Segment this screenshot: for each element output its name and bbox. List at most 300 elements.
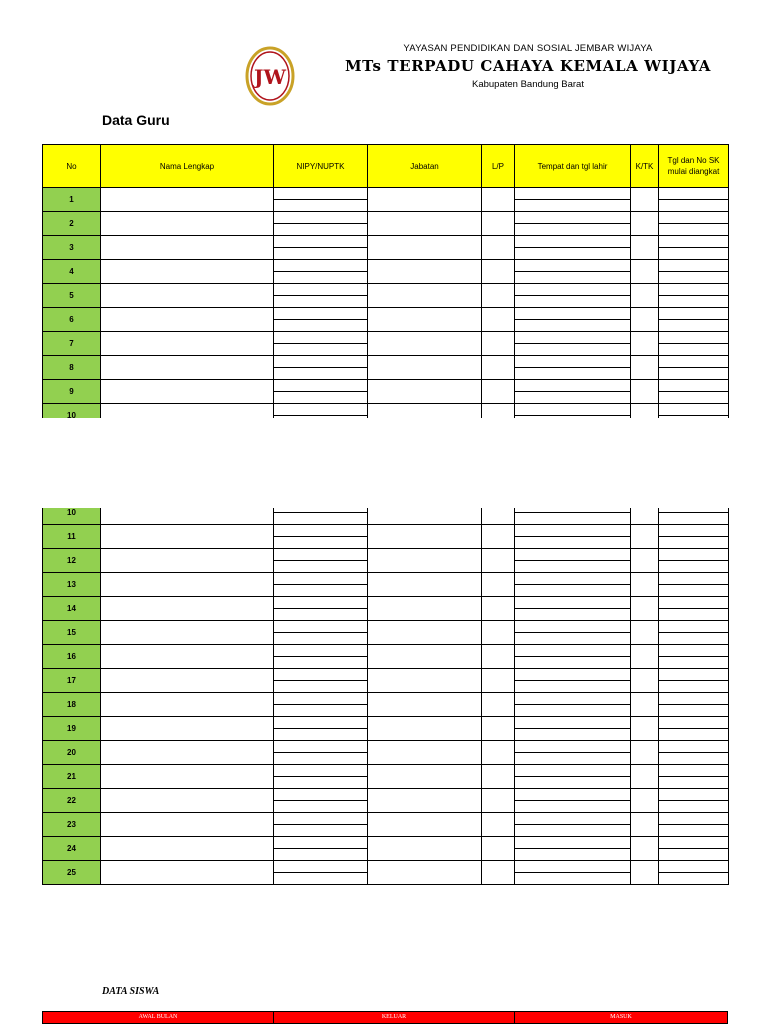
cell-top[interactable]: [659, 260, 729, 272]
cell-bottom[interactable]: [515, 272, 631, 284]
cell-top[interactable]: [659, 621, 729, 633]
cell-top[interactable]: [515, 717, 631, 729]
cell-bottom[interactable]: [659, 272, 729, 284]
cell-bottom[interactable]: [274, 272, 368, 284]
cell-ktk[interactable]: [631, 861, 659, 885]
cell-top[interactable]: [274, 693, 368, 705]
cell-top[interactable]: [515, 741, 631, 753]
table-row: [43, 356, 729, 368]
cell-top[interactable]: [274, 356, 368, 368]
cell-lp[interactable]: [482, 717, 515, 741]
cell-lp[interactable]: [482, 525, 515, 549]
cell-nama[interactable]: [101, 356, 274, 380]
cell-bottom[interactable]: [274, 705, 368, 717]
cell-bottom[interactable]: [659, 585, 729, 597]
cell-lp[interactable]: [482, 188, 515, 212]
cell-bottom[interactable]: [274, 561, 368, 573]
cell-top[interactable]: [515, 260, 631, 272]
cell-ktk[interactable]: [631, 356, 659, 380]
cell-top[interactable]: [274, 404, 368, 416]
cell-jabatan[interactable]: [368, 404, 482, 419]
cell-bottom[interactable]: [515, 561, 631, 573]
cell-ktk[interactable]: [631, 813, 659, 837]
table-row: [43, 525, 729, 537]
cell-lp[interactable]: [482, 765, 515, 789]
cell-lp[interactable]: [482, 597, 515, 621]
cell-top[interactable]: [274, 669, 368, 681]
cell-top[interactable]: [659, 813, 729, 825]
cell-bottom[interactable]: [274, 849, 368, 861]
cell-top[interactable]: [274, 308, 368, 320]
col-header: Tempat dan tgl lahir: [515, 145, 631, 188]
cell-top[interactable]: [659, 717, 729, 729]
cell-bottom[interactable]: [515, 729, 631, 741]
guru-table-bottom-section: [0, 508, 768, 888]
cell-bottom[interactable]: [659, 825, 729, 837]
cell-bottom[interactable]: [274, 873, 368, 885]
cell-top[interactable]: [659, 549, 729, 561]
cell-top[interactable]: [515, 188, 631, 200]
cell-nama[interactable]: [101, 332, 274, 356]
cell-lp[interactable]: [482, 549, 515, 573]
cell-lp[interactable]: [482, 380, 515, 404]
cell-ktk[interactable]: [631, 508, 659, 525]
cell-jabatan[interactable]: [368, 525, 482, 549]
cell-bottom[interactable]: [515, 368, 631, 380]
cell-jabatan[interactable]: [368, 308, 482, 332]
cell-lp[interactable]: [482, 741, 515, 765]
cell-lp[interactable]: [482, 508, 515, 525]
cell-top[interactable]: [659, 741, 729, 753]
regency-name: Kabupaten Bandung Barat: [472, 79, 584, 90]
cell-jabatan[interactable]: [368, 597, 482, 621]
cell-ktk[interactable]: [631, 789, 659, 813]
cell-nama[interactable]: [101, 549, 274, 573]
cell-nama[interactable]: [101, 621, 274, 645]
cell-nama[interactable]: [101, 789, 274, 813]
cell-ktk[interactable]: [631, 597, 659, 621]
row-number: 4: [43, 260, 101, 284]
guru-table-top-section: [0, 0, 768, 418]
cell-nama[interactable]: [101, 308, 274, 332]
cell-top[interactable]: [659, 597, 729, 609]
cell-ktk[interactable]: [631, 188, 659, 212]
cell-top[interactable]: [274, 861, 368, 873]
cell-ktk[interactable]: [631, 741, 659, 765]
cell-top[interactable]: [274, 332, 368, 344]
cell-top[interactable]: [274, 717, 368, 729]
table-row: [43, 236, 729, 248]
cell-bottom[interactable]: [659, 681, 729, 693]
cell-top[interactable]: [659, 789, 729, 801]
cell-top[interactable]: [659, 573, 729, 585]
cell-top[interactable]: [515, 621, 631, 633]
col-header: Jabatan: [368, 145, 482, 188]
cell-bottom[interactable]: [659, 513, 729, 525]
cell-lp[interactable]: [482, 861, 515, 885]
cell-top[interactable]: [274, 236, 368, 248]
cell-lp[interactable]: [482, 356, 515, 380]
table-row: [43, 765, 729, 777]
cell-ktk[interactable]: [631, 717, 659, 741]
cell-lp[interactable]: [482, 404, 515, 419]
cell-bottom[interactable]: [515, 392, 631, 404]
cell-nama[interactable]: [101, 861, 274, 885]
cell-nama[interactable]: [101, 212, 274, 236]
col-header: Nama Lengkap: [101, 145, 274, 188]
row-number: 15: [43, 621, 101, 645]
cell-jabatan[interactable]: [368, 332, 482, 356]
cell-lp[interactable]: [482, 308, 515, 332]
table-row: [43, 813, 729, 825]
cell-lp[interactable]: [482, 284, 515, 308]
cell-bottom[interactable]: [274, 320, 368, 332]
cell-bottom[interactable]: [274, 296, 368, 308]
cell-top[interactable]: [659, 404, 729, 416]
cell-bottom[interactable]: [515, 825, 631, 837]
cell-jabatan[interactable]: [368, 549, 482, 573]
cell-top[interactable]: [274, 260, 368, 272]
row-number: 25: [43, 861, 101, 885]
cell-jabatan[interactable]: [368, 837, 482, 861]
table-row: [43, 332, 729, 344]
svg-text:JW: JW: [254, 65, 286, 89]
cell-bottom[interactable]: [659, 849, 729, 861]
foundation-name: YAYASAN PENDIDIKAN DAN SOSIAL JEMBAR WIJAYA: [403, 43, 653, 54]
row-number: 9: [43, 380, 101, 404]
col-header: No: [43, 145, 101, 188]
cell-top[interactable]: [515, 861, 631, 873]
cell-top[interactable]: [515, 597, 631, 609]
table-row: [43, 717, 729, 729]
cell-bottom[interactable]: [274, 729, 368, 741]
cell-bottom[interactable]: [274, 368, 368, 380]
cell-bottom[interactable]: [274, 681, 368, 693]
cell-ktk[interactable]: [631, 308, 659, 332]
cell-lp[interactable]: [482, 669, 515, 693]
cell-ktk[interactable]: [631, 837, 659, 861]
cell-nama[interactable]: [101, 380, 274, 404]
cell-bottom[interactable]: [659, 657, 729, 669]
cell-bottom[interactable]: [659, 392, 729, 404]
cell-bottom[interactable]: [659, 561, 729, 573]
cell-bottom[interactable]: [659, 296, 729, 308]
cell-top[interactable]: [515, 645, 631, 657]
cell-jabatan[interactable]: [368, 645, 482, 669]
cell-jabatan[interactable]: [368, 188, 482, 212]
cell-bottom[interactable]: [515, 320, 631, 332]
cell-nama[interactable]: [101, 837, 274, 861]
cell-ktk[interactable]: [631, 693, 659, 717]
cell-nama[interactable]: [101, 717, 274, 741]
cell-nama[interactable]: [101, 597, 274, 621]
cell-top[interactable]: [274, 597, 368, 609]
cell-bottom[interactable]: [659, 873, 729, 885]
siswa-header-bar: [42, 1011, 728, 1024]
cell-bottom[interactable]: [274, 416, 368, 419]
cell-bottom[interactable]: [274, 392, 368, 404]
cell-nama[interactable]: [101, 813, 274, 837]
cell-lp[interactable]: [482, 573, 515, 597]
table-row: [43, 188, 729, 200]
cell-top[interactable]: [659, 356, 729, 368]
cell-jabatan[interactable]: [368, 717, 482, 741]
cell-bottom[interactable]: [659, 609, 729, 621]
cell-bottom[interactable]: [274, 609, 368, 621]
cell-lp[interactable]: [482, 645, 515, 669]
cell-top[interactable]: [659, 525, 729, 537]
cell-bottom[interactable]: [274, 825, 368, 837]
row-number: 3: [43, 236, 101, 260]
cell-jabatan[interactable]: [368, 813, 482, 837]
cell-bottom[interactable]: [515, 657, 631, 669]
cell-jabatan[interactable]: [368, 573, 482, 597]
cell-bottom[interactable]: [274, 248, 368, 260]
cell-bottom[interactable]: [515, 705, 631, 717]
cell-lp[interactable]: [482, 789, 515, 813]
cell-top[interactable]: [659, 645, 729, 657]
cell-bottom[interactable]: [659, 801, 729, 813]
row-number: 16: [43, 645, 101, 669]
cell-bottom[interactable]: [659, 224, 729, 236]
row-number: 10: [43, 508, 101, 525]
cell-bottom[interactable]: [274, 801, 368, 813]
cell-top[interactable]: [274, 813, 368, 825]
cell-nama[interactable]: [101, 669, 274, 693]
cell-bottom[interactable]: [274, 657, 368, 669]
cell-bottom[interactable]: [659, 729, 729, 741]
cell-nama[interactable]: [101, 765, 274, 789]
cell-bottom[interactable]: [274, 753, 368, 765]
cell-ktk[interactable]: [631, 380, 659, 404]
cell-top[interactable]: [515, 212, 631, 224]
cell-top[interactable]: [274, 837, 368, 849]
cell-bottom[interactable]: [659, 777, 729, 789]
cell-lp[interactable]: [482, 332, 515, 356]
cell-top[interactable]: [274, 188, 368, 200]
cell-ktk[interactable]: [631, 669, 659, 693]
cell-top[interactable]: [515, 525, 631, 537]
cell-top[interactable]: [274, 621, 368, 633]
cell-bottom[interactable]: [659, 200, 729, 212]
cell-ktk[interactable]: [631, 404, 659, 419]
cell-bottom[interactable]: [515, 513, 631, 525]
cell-bottom[interactable]: [515, 681, 631, 693]
cell-jabatan[interactable]: [368, 861, 482, 885]
cell-lp[interactable]: [482, 813, 515, 837]
cell-top[interactable]: [515, 789, 631, 801]
cell-ktk[interactable]: [631, 573, 659, 597]
cell-top[interactable]: [274, 765, 368, 777]
cell-bottom[interactable]: [659, 753, 729, 765]
row-number: 2: [43, 212, 101, 236]
siswa-col-keluar: KELUAR: [274, 1012, 515, 1023]
cell-top[interactable]: [515, 236, 631, 248]
cell-top[interactable]: [274, 380, 368, 392]
cell-bottom[interactable]: [515, 777, 631, 789]
cell-top[interactable]: [659, 765, 729, 777]
cell-top[interactable]: [659, 236, 729, 248]
row-number: 19: [43, 717, 101, 741]
cell-bottom[interactable]: [274, 777, 368, 789]
cell-top[interactable]: [659, 188, 729, 200]
cell-lp[interactable]: [482, 212, 515, 236]
cell-ktk[interactable]: [631, 260, 659, 284]
cell-ktk[interactable]: [631, 621, 659, 645]
cell-top[interactable]: [659, 693, 729, 705]
cell-jabatan[interactable]: [368, 621, 482, 645]
cell-bottom[interactable]: [515, 248, 631, 260]
cell-bottom[interactable]: [274, 585, 368, 597]
siswa-col-masuk: MASUK: [610, 1014, 632, 1020]
row-number: 13: [43, 573, 101, 597]
cell-jabatan[interactable]: [368, 236, 482, 260]
cell-jabatan[interactable]: [368, 741, 482, 765]
cell-jabatan[interactable]: [368, 508, 482, 525]
cell-jabatan[interactable]: [368, 284, 482, 308]
cell-top[interactable]: [274, 789, 368, 801]
cell-top[interactable]: [515, 549, 631, 561]
cell-top[interactable]: [659, 332, 729, 344]
row-number: 17: [43, 669, 101, 693]
cell-top[interactable]: [515, 693, 631, 705]
cell-nama[interactable]: [101, 525, 274, 549]
cell-ktk[interactable]: [631, 525, 659, 549]
cell-lp[interactable]: [482, 837, 515, 861]
cell-top[interactable]: [659, 212, 729, 224]
cell-nama[interactable]: [101, 573, 274, 597]
cell-bottom[interactable]: [659, 320, 729, 332]
school-name: MTs TERPADU CAHAYA KEMALA WIJAYA: [344, 57, 712, 75]
cell-top[interactable]: [274, 573, 368, 585]
row-number: 10: [43, 404, 101, 419]
cell-top[interactable]: [274, 284, 368, 296]
cell-top[interactable]: [659, 308, 729, 320]
row-number: 20: [43, 741, 101, 765]
cell-bottom[interactable]: [659, 248, 729, 260]
table-row: [43, 789, 729, 801]
cell-bottom[interactable]: [515, 873, 631, 885]
cell-ktk[interactable]: [631, 236, 659, 260]
cell-ktk[interactable]: [631, 332, 659, 356]
cell-top[interactable]: [515, 669, 631, 681]
cell-jabatan[interactable]: [368, 789, 482, 813]
cell-bottom[interactable]: [515, 200, 631, 212]
cell-bottom[interactable]: [274, 537, 368, 549]
cell-bottom[interactable]: [515, 296, 631, 308]
cell-lp[interactable]: [482, 621, 515, 645]
row-number: 8: [43, 356, 101, 380]
cell-nama[interactable]: [101, 260, 274, 284]
cell-top[interactable]: [659, 380, 729, 392]
cell-top[interactable]: [274, 549, 368, 561]
cell-top[interactable]: [274, 212, 368, 224]
cell-top[interactable]: [515, 765, 631, 777]
cell-nama[interactable]: [101, 508, 274, 525]
cell-jabatan[interactable]: [368, 693, 482, 717]
col-header: NIPY/NUPTK: [274, 145, 368, 188]
cell-bottom[interactable]: [515, 416, 631, 419]
cell-jabatan[interactable]: [368, 260, 482, 284]
cell-ktk[interactable]: [631, 212, 659, 236]
cell-nama[interactable]: [101, 404, 274, 419]
cell-top[interactable]: [515, 308, 631, 320]
cell-lp[interactable]: [482, 260, 515, 284]
cell-jabatan[interactable]: [368, 356, 482, 380]
cell-ktk[interactable]: [631, 284, 659, 308]
cell-bottom[interactable]: [659, 705, 729, 717]
cell-bottom[interactable]: [515, 633, 631, 645]
cell-top[interactable]: [274, 741, 368, 753]
cell-jabatan[interactable]: [368, 212, 482, 236]
cell-jabatan[interactable]: [368, 669, 482, 693]
cell-bottom[interactable]: [515, 753, 631, 765]
cell-bottom[interactable]: [515, 849, 631, 861]
cell-bottom[interactable]: [659, 368, 729, 380]
cell-jabatan[interactable]: [368, 765, 482, 789]
cell-bottom[interactable]: [515, 801, 631, 813]
cell-lp[interactable]: [482, 236, 515, 260]
cell-top[interactable]: [515, 837, 631, 849]
cell-bottom[interactable]: [659, 537, 729, 549]
cell-top[interactable]: [659, 284, 729, 296]
cell-lp[interactable]: [482, 693, 515, 717]
cell-bottom[interactable]: [274, 344, 368, 356]
cell-ktk[interactable]: [631, 645, 659, 669]
cell-top[interactable]: [515, 356, 631, 368]
cell-ktk[interactable]: [631, 765, 659, 789]
cell-top[interactable]: [515, 332, 631, 344]
cell-top[interactable]: [659, 837, 729, 849]
row-number: 14: [43, 597, 101, 621]
col-header: K/TK: [631, 145, 659, 188]
row-number: 23: [43, 813, 101, 837]
cell-bottom[interactable]: [515, 585, 631, 597]
cell-top[interactable]: [274, 645, 368, 657]
cell-top[interactable]: [515, 813, 631, 825]
cell-bottom[interactable]: [274, 200, 368, 212]
cell-top[interactable]: [659, 861, 729, 873]
cell-jabatan[interactable]: [368, 380, 482, 404]
cell-top[interactable]: [274, 525, 368, 537]
cell-top[interactable]: [659, 669, 729, 681]
cell-bottom[interactable]: [515, 344, 631, 356]
cell-bottom[interactable]: [274, 513, 368, 525]
cell-nama[interactable]: [101, 645, 274, 669]
siswa-col-awal-bulan: AWAL BULAN: [43, 1012, 274, 1023]
cell-bottom[interactable]: [515, 609, 631, 621]
cell-ktk[interactable]: [631, 549, 659, 573]
cell-top[interactable]: [515, 284, 631, 296]
cell-nama[interactable]: [101, 741, 274, 765]
cell-top[interactable]: [515, 573, 631, 585]
cell-nama[interactable]: [101, 188, 274, 212]
cell-bottom[interactable]: [659, 344, 729, 356]
cell-bottom[interactable]: [659, 633, 729, 645]
cell-bottom[interactable]: [274, 633, 368, 645]
table-row: [43, 549, 729, 561]
cell-top[interactable]: [515, 404, 631, 416]
cell-bottom[interactable]: [274, 224, 368, 236]
cell-bottom[interactable]: [515, 537, 631, 549]
cell-bottom[interactable]: [515, 224, 631, 236]
cell-top[interactable]: [515, 380, 631, 392]
cell-bottom[interactable]: [659, 416, 729, 419]
cell-nama[interactable]: [101, 693, 274, 717]
data-siswa-title: DATA SISWA: [102, 986, 160, 997]
cell-nama[interactable]: [101, 284, 274, 308]
cell-nama[interactable]: [101, 236, 274, 260]
